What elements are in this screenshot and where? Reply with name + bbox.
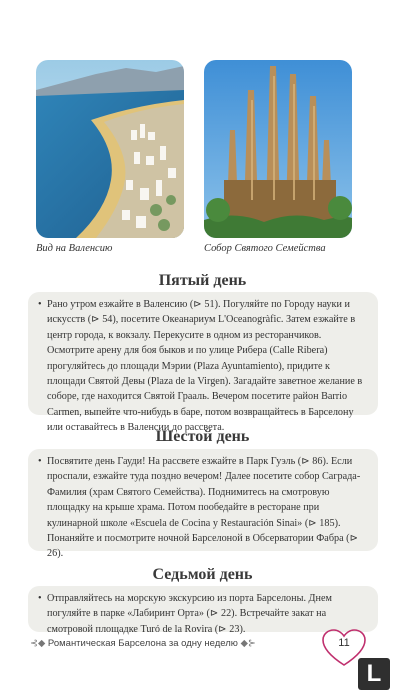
- day-5-item-text: Рано утром езжайте в Валенсию (⊳ 51). Погуляйте по Городу науки и искусств (⊳ 54), посетите Океанариум L'Oceanogràfic. Затем езжайте в центр города, к вокзалу. Перекусите в одном из ресторанчиков. Осмотрите арену для боя быков и по улице Рибера (Calle Ribera) прогуляйтесь до площади Мэрии (Plaza Ayuntamiento), придите к площади Святой Девы (Plaza de la Virgen). Загадайте заветное желание в соборе, где находится Святой Грааль. Вечером посетите район Barrio Carmen, выпейте что-нибудь в баре, потом возвращайтесь в Барселону или оставайтесь в Валенсии до рассвета.: [47, 299, 363, 434]
- bullet-icon: •: [38, 593, 42, 604]
- running-footer: [30, 638, 256, 649]
- photo-valencia: [36, 60, 184, 238]
- bullet-icon: •: [38, 299, 42, 310]
- day-5-panel: [28, 292, 378, 434]
- page-number: 11: [338, 637, 350, 649]
- ornament-left-icon: ⊰◆: [30, 638, 46, 649]
- photo-sagrada-familia: [204, 60, 352, 238]
- watermark-logo: L: [358, 658, 390, 690]
- list-item: [38, 454, 370, 562]
- day-6-item-text: Посвятите день Гауди! На рассвете езжайте в Парк Гуэль (⊳ 86). Если проспали, езжайте туда поздно вечером! Далее посетите собор Саграда-Фамилия (храм Святого Семейства). Поднимитесь на смотровую площадку на крыше храма. Потом пообедайте в ресторане при кулинарной школе «Escuela de Cocina y Restauración Sinai» (⊳ 185). Понаняйте и посмотрите ночной Барселоной в Обсерватории Фабра (⊳ 26).: [47, 456, 361, 560]
- day-7-panel: [28, 586, 378, 635]
- photo-caption-left: Вид на Валенсию: [36, 243, 113, 254]
- day-7-item-text: Отправляйтесь на морскую экскурсию из порта Барселоны. Днем погуляйте в парке «Лабиринт Орта» (⊳ 22). Встречайте закат на смотровой площадке Turó de la Rovira (⊳ 23).: [47, 593, 332, 635]
- day-5-title: Пятый день: [158, 272, 247, 289]
- day-6-panel: [28, 449, 378, 560]
- list-item: [38, 297, 370, 436]
- ornament-right-icon: ◆⊱: [240, 638, 256, 649]
- day-7-title: Седьмой день: [152, 566, 253, 583]
- photo-caption-right: Собор Святого Семейства: [204, 243, 326, 254]
- footer-text: Романтическая Барселона за одну неделю: [47, 638, 238, 649]
- day-6-title: Шестой день: [155, 428, 250, 445]
- bullet-icon: •: [38, 456, 42, 467]
